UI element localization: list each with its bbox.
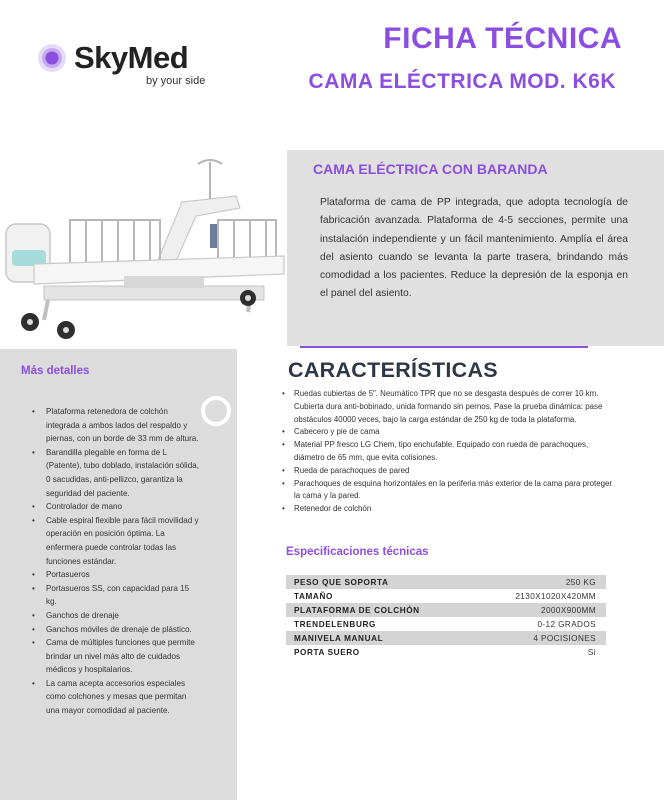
list-item: • La cama acepta accesorios especiales como colchones y mesas que permitan una mayor comodidad al paciente. xyxy=(30,677,202,718)
spec-label: TAMAÑO xyxy=(294,591,333,601)
table-row xyxy=(286,589,606,603)
list-item: • Portasueros xyxy=(30,568,202,582)
list-item: • Portasueros SS, con capacidad para 15 kg. xyxy=(30,582,202,609)
list-item: • Cable espiral flexible para fácil movilidad y operación en posición óptima. La enfermera puede controlar todas las funciones estándar. xyxy=(30,514,202,568)
table-row xyxy=(286,575,606,589)
description-heading: CAMA ELÉCTRICA CON BARANDA xyxy=(313,161,548,177)
list-item: • Parachoques de esquina horizontales en la periferia más exterior de la cama para proteger la cama y la pared. xyxy=(282,478,612,504)
spec-value: Si xyxy=(587,647,596,657)
spec-value: 2130X1020X420MM xyxy=(515,591,596,601)
details-heading: Más detalles xyxy=(21,365,90,377)
spec-label: MANIVELA MANUAL xyxy=(294,633,384,643)
description-panel xyxy=(287,150,664,348)
spec-value: 4 POCISIONES xyxy=(533,633,596,643)
list-item: • Barandilla plegable en forma de L (Patente), tubo doblado, instalación sólida, 0 sacudidas, anti-pellizco, garantiza la seguridad del paciente. xyxy=(30,446,202,500)
list-item: • Ganchos móviles de drenaje de plástico. xyxy=(30,623,202,637)
list-item: • Ganchos de drenaje xyxy=(30,609,202,623)
spec-label: PORTA SUERO xyxy=(294,647,360,657)
description-text: Plataforma de cama de PP integrada, que adopta tecnología de fabricación avanzada. Plataforma de 4-5 secciones, permite una instalación independiente y un fácil mantenimiento. Amplía el área del asiento cuando se levanta la parte trasera, brindando más comodidad a los pacientes. Reduce la depresión de la esponja en el panel del asiento. xyxy=(320,197,628,300)
spec-value: 2000X900MM xyxy=(541,605,596,615)
list-item: • Plataforma retenedora de colchón integrada a ambos lados del respaldo y piernas, con un borde de 33 mm de altura. xyxy=(30,405,202,446)
list-item: • Rueda de parachoques de pared xyxy=(282,465,612,478)
brand-tagline: by your side xyxy=(146,75,206,87)
list-item: • Ruedas cubiertas de 5". Neumático TPR que no se desgasta después de correr 10 km. Cubierta dura anti-bobinado, unida formando sin pernos. Pase la prueba dinámica: pase obstáculos 40000 veces, bajo la carga estándar de 250 kg de toda la plataforma. xyxy=(282,388,612,426)
characteristics-heading: CARACTERÍSTICAS xyxy=(288,358,498,382)
decorative-circle-icon xyxy=(201,396,231,426)
brand-name: SkyMed xyxy=(74,40,189,75)
page-title: FICHA TÉCNICA xyxy=(383,22,622,55)
hospital-bed-image xyxy=(4,152,286,348)
list-item: • Retenedor de colchón xyxy=(282,503,612,516)
list-item: • Cama de múltiples funciones que permite brindar un nivel más alto de cuidados médicos y hospitalarios. xyxy=(30,636,202,677)
list-item: • Controlador de mano xyxy=(30,500,202,514)
page-subtitle: CAMA ELÉCTRICA MOD. K6K xyxy=(308,70,616,93)
characteristics-list xyxy=(282,388,612,516)
specs-table xyxy=(286,575,606,659)
table-row xyxy=(286,645,606,659)
table-row xyxy=(286,617,606,631)
spec-label: TRENDELENBURG xyxy=(294,619,376,629)
spec-value: 250 KG xyxy=(565,577,596,587)
brand-logo xyxy=(36,38,216,94)
accent-line xyxy=(300,346,588,348)
list-item: • Cabecero y pie de cama xyxy=(282,426,612,439)
details-list xyxy=(30,405,202,718)
list-item: • Material PP fresco LG Chem, tipo enchufable. Equipado con rueda de parachoques, diámetro de 65 mm, que evita colisiones. xyxy=(282,439,612,465)
spec-value: 0-12 GRADOS xyxy=(537,619,596,629)
skymed-logo-icon xyxy=(36,42,68,74)
table-row xyxy=(286,631,606,645)
table-row xyxy=(286,603,606,617)
spec-label: PESO QUE SOPORTA xyxy=(294,577,389,587)
specs-heading: Especificaciones técnicas xyxy=(286,546,429,558)
spec-label: PLATAFORMA DE COLCHÓN xyxy=(294,605,420,615)
